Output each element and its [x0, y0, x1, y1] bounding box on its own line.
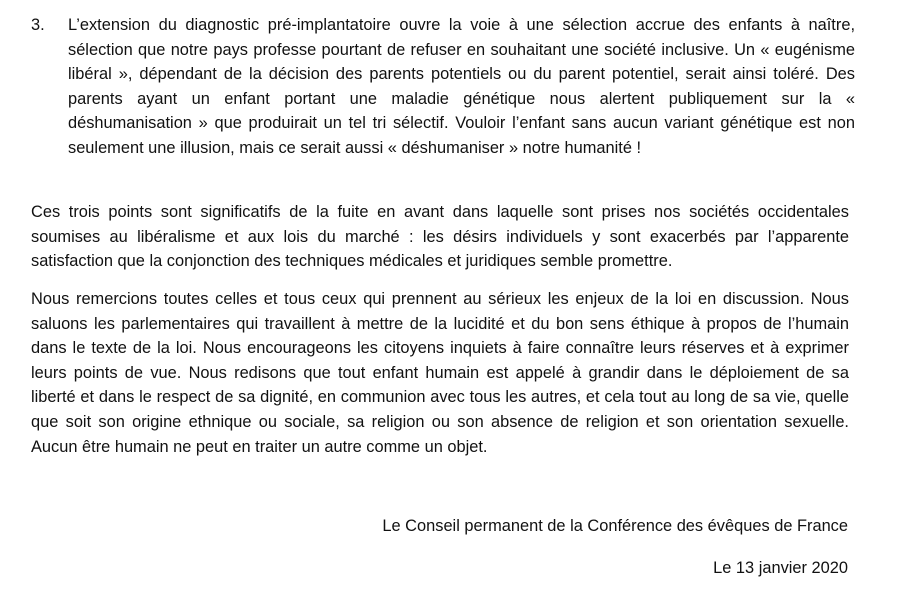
thanks-paragraph: Nous remercions toutes celles et tous ceux qui prennent au sérieux les enjeux de la loi en discussion. Nous saluons les parlementaires qui travaillent à mettre de la lucidité et du bon sens éthique à propos de l’humain dans le texte de la loi. Nous encourageons les citoyens inquiets à faire connaître leurs réserves et à exprimer leurs points de vue. Nous redisons que tout enfant humain est appelé à grandir dans le déploiement de sa liberté et dans le respect de sa dignité, en communion avec tous les autres, et cela tout au long de sa vie, quelle que soit son origine ethnique ou sociale, sa religion ou son absence de religion et son orientation sexuelle. Aucun être humain ne peut en traiter un autre comme un objet. [31, 290, 849, 456]
signature-author: Le Conseil permanent de la Conférence des évêques de France [382, 517, 848, 535]
item-3-text: L’extension du diagnostic pré-implantatoire ouvre la voie à une sélection accrue des enfants à naître, sélection que notre pays professe pourtant de refuser en souhaitant une société inclusive. Un « eugénisme libéral », dépendant de la décision des parents potentiels ou du parent potentiel, serait ainsi toléré. Des parents ayant un enfant portant une maladie génétique nous alertent publiquement sur la « déshumanisation » que produirait un tel tri sélectif. Vouloir l’enfant sans aucun variant génétique est non seulement une illusion, mais ce serait aussi « déshumaniser » notre humanité ! [68, 16, 855, 157]
signature-date: Le 13 janvier 2020 [713, 559, 848, 577]
item-number: 3. [31, 16, 45, 34]
conclusion-paragraph: Ces trois points sont significatifs de la fuite en avant dans laquelle sont prises nos sociétés occidentales soumises au libéralisme et aux lois du marché : les désirs individuels y sont exacerbés par l’apparente satisfaction que la conjonction des techniques médicales et juridiques semble promettre. [31, 203, 849, 271]
